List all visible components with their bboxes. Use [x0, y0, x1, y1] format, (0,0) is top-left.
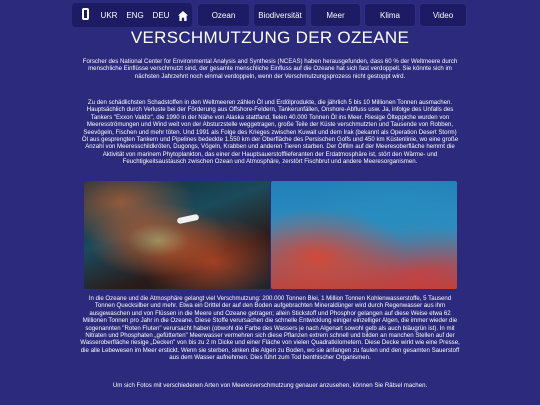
lang-ukr[interactable]: UKR — [100, 10, 118, 20]
pollution-paragraph: In die Ozeane und die Atmosphäre gelangt viel Verschmutzung: 200.000 Tonnen Blei, 1 Million Tonnen Kohlenwasserstoffe, 5 Tausend Tonnen Quecksilber und mehr. Etwa ein Drittel der auf den Boden aufgebrachten Mineraldünger wird durch Regenwasser aus ihm ausgewaschen und von Flüssen in die Meere und Ozeane getragen; allein Stickstoff und Phosphor gelangen auf diese Weise etwa 62 Millionen Tonnen pro Jahr in die Ozeane. Diese Stoffe verursachen die schnelle Entwicklung einiger einzelliger Algen, die immer wieder die sogenannten "Roten Fluten" verursacht haben (obwohl die Farbe des Wassers je nach Algenart sowohl gelb als auch bläugrün ist). In mit Nitraten und Phosphaten „gefütterten" Meerwasser vermehren sich diese Pflanzen extrem schnell und bilden an manchen Stellen auf der Wasseroberfläche riesige „Decken" von bis zu 2 m Dicke und einer Fläche von vielen Quadratkilometern. Diese Decke wirkt wie eine Presse, die alle Lebewesen im Meer erstickt. Wenn sie sterben, sinken die Algen zu Boden, wo sie anfangen zu faulen und den gesamten Sauerstoff aus dem Wasser aufnehmen. Dies führt zum Tod benthischer Organismen. — [80, 295, 460, 362]
home-icon[interactable] — [177, 9, 189, 21]
page-title: VERSCHMUTZUNG DER OZEANE — [130, 28, 410, 47]
tab-ozean[interactable]: Ozean — [197, 3, 250, 27]
red-tide-image — [271, 181, 457, 289]
tab-meer[interactable]: Meer — [310, 3, 361, 27]
tab-klima[interactable]: Klima — [364, 3, 416, 27]
lang-deu[interactable]: DEU — [152, 10, 170, 20]
puzzle-prompt: Um sich Fotos mit verschiedenen Arten von Meeresverschmutzung genauer anzusehen, können Sie Rätsel machen. — [112, 382, 428, 389]
oil-spill-image — [84, 181, 270, 289]
tab-video[interactable]: Video — [419, 3, 467, 27]
lang-eng[interactable]: ENG — [126, 10, 144, 20]
top-navigation — [72, 3, 468, 27]
tab-biodiversitaet[interactable]: Biodiversität — [253, 3, 307, 27]
phone-icon[interactable] — [82, 8, 89, 20]
oil-paragraph: Zu den schädlichsten Schadstoffen in den Weltmeeren zählen Öl und Erdölprodukte, die jährlich 5 bis 10 Millionen Tonnen ausmachen. Hauptsächlich durch Verluste bei der Förderung aus Offshore-Feldern, Tankerunfällen, Onshore-Abfluss usw. Ja, infolge des Unfalls des Tankers "Exxon Valdiz", die 1990 in der Nähe von Alaska stattfand, fielen 40.000 Tonnen Öl ins Meer. Riesige Ölteppiche wurden von Meeresströmungen und Wind weit von der Absturzstelle weggetragen, große Teile der Küste verschmutzten und Tausende von Robben, Seevögeln, Fischen und mehr töten. Und 1991 als Folge des Krieges zwischen Kuwait und dem Irak (bekannt als Operation Desert Storm) Öl aus gesprengten Tankern und Pipelines bedeckte 1.550 km der Oberfläche des Persischen Golfs und 450 km Küstenlinie, wo eine große Anzahl von Meeresschildkröten, Dugongs, Vögeln, Krabben und anderen Tieren starben. Der Ölfilm auf der Meeresoberfläche hemmt die Aktivität von marinem Phytoplankton, das einer der Hauptsauerstofflieferanten der Erdatmosphäre ist, stört den Wärme- und Feuchtigkeitsaustausch zwischen Ozean und Atmosphäre, zerstört Fischbrut und andere Meeresorganismen. — [81, 99, 459, 166]
language-switcher — [72, 3, 192, 27]
intro-paragraph: Forscher des National Center for Environmental Analysis and Synthesis (NCEAS) haben herausgefunden, dass 60 % der Weltmeere durch menschliche Einflüsse verschmutzt sind, der gesamte menschliche Einfluss auf die Ozeane hat sich fast verdoppelt. Sie könnte sich im nächsten Jahrzehnt noch einmal verdoppeln, wenn der Verschmutzungsprozess nicht gestoppt wird. — [82, 58, 458, 80]
ship-icon — [177, 214, 200, 224]
